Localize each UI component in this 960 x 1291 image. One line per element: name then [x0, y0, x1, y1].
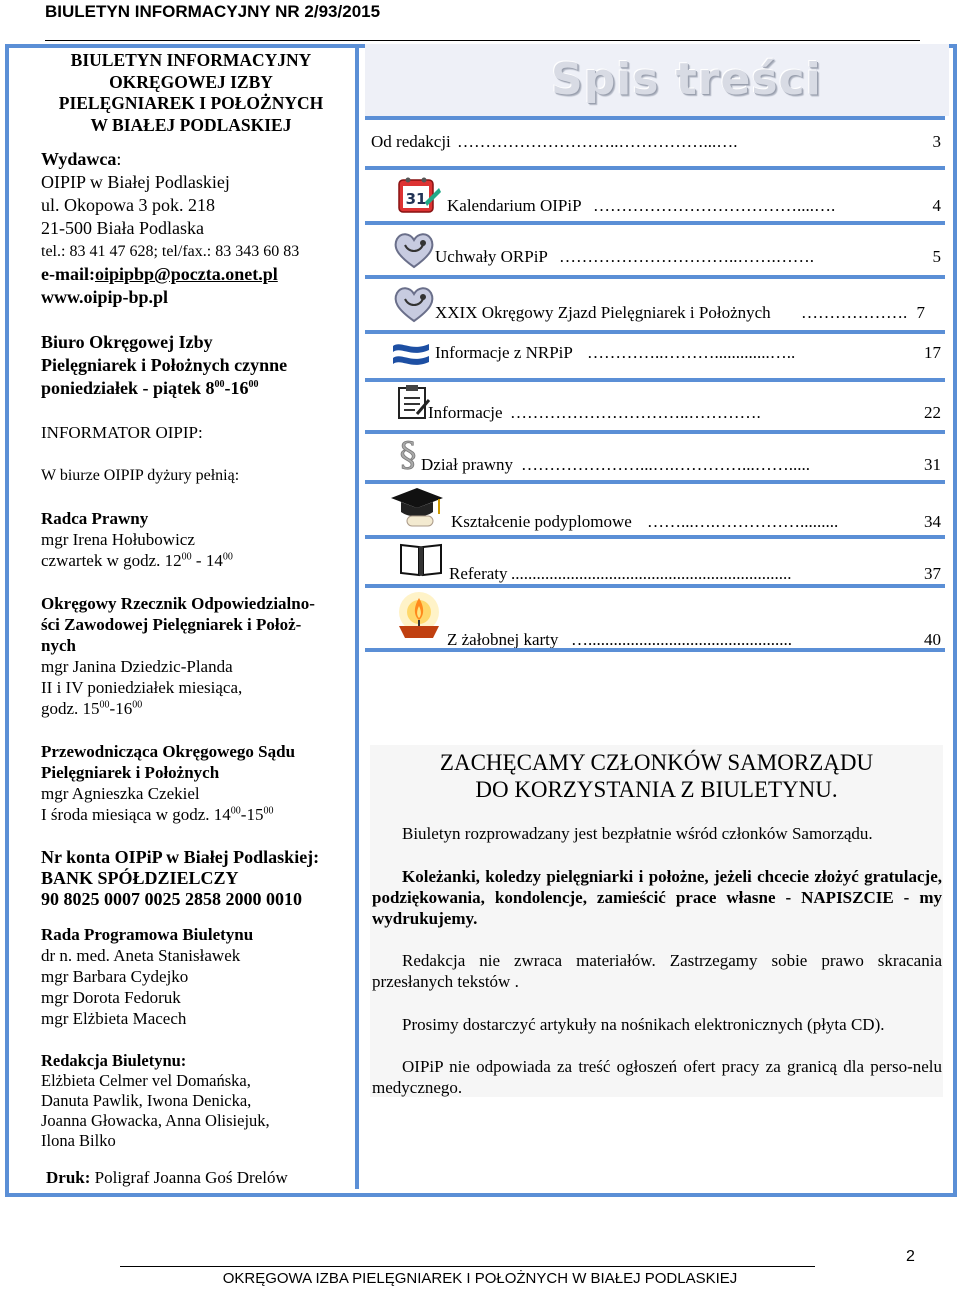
toc-page-number: 34 — [924, 512, 941, 531]
notice-box — [370, 745, 943, 1097]
lawyer-name: mgr Irena Hołubowicz — [41, 530, 195, 549]
sup: 00 — [230, 805, 241, 817]
informator-heading: INFORMATOR OIPIP: — [41, 423, 203, 442]
toc-page-number: 31 — [924, 455, 941, 474]
office-line: Pielęgniarek i Położnych czynne — [41, 355, 288, 375]
publisher-label: Wydawca — [41, 149, 117, 169]
toc-dots: …................................................ — [571, 630, 792, 649]
toc-item-label: Od redakcji — [371, 132, 451, 151]
editor-line: Danuta Pawlik, Iwona Denicka, — [41, 1091, 252, 1110]
print-info — [46, 1168, 288, 1188]
toc-page-number: 3 — [932, 132, 941, 151]
toc-dots: …………..……….............….. — [587, 343, 796, 362]
council-member: dr n. med. Aneta Stanisławek — [41, 946, 241, 965]
page-number: 2 — [906, 1248, 915, 1265]
notice-headline — [370, 749, 943, 803]
editors-block — [41, 1051, 341, 1151]
ombudsman-block — [41, 593, 341, 719]
toc-item-uchwaly[interactable] — [365, 225, 945, 275]
account-block — [41, 847, 341, 910]
lawyer-title: Radca Prawny — [41, 509, 149, 528]
editors-title: Redakcja Biuletynu: — [41, 1051, 187, 1070]
notice-headline-line: DO KORZYSTANIA Z BIULETYNU. — [475, 777, 838, 802]
candle-icon — [391, 590, 445, 644]
toc-item-label: Z żałobnej karty — [447, 630, 559, 649]
toc-item-zjazd[interactable] — [365, 279, 945, 330]
office-hours-text: -16 — [224, 378, 249, 398]
open-book-icon — [397, 541, 445, 579]
toc-item-ksztalcenie[interactable] — [365, 484, 945, 535]
ombudsman-title: nych — [41, 636, 76, 655]
toc-item-label: XXIX Okręgowy Zjazd Pielęgniarek i Położnych — [435, 303, 771, 322]
left-column — [5, 44, 359, 1189]
toc-page-number: 7 — [916, 303, 925, 322]
org-title-line: OKRĘGOWEJ IZBY — [109, 71, 273, 92]
nrpip-logo-icon — [391, 336, 431, 372]
toc-dots: ………………. — [801, 303, 908, 322]
publisher: Wydawca: OIPIP w Białej Podlaskiej ul. Okopowa 3 pok. 218 21-500 Biała Podlaska tel.: 83 41 47 628; tel/fax.: 83 343 60 83 e-mail:oipipbp@poczta.onet.pl www.oipip-bp.pl — [41, 148, 341, 309]
ombudsman-name: mgr Janina Dziedzic-Planda — [41, 657, 233, 676]
ombudsman-hours: -16 — [109, 699, 133, 718]
council-member: mgr Barbara Cydejko — [41, 967, 189, 986]
sup: 00 — [181, 551, 192, 563]
toc-item-kalendarium[interactable] — [365, 170, 945, 221]
account-number: 90 8025 0007 0025 2858 2000 0010 — [41, 889, 302, 909]
publisher-line: OIPIP w Białej Podlaskiej — [41, 172, 230, 192]
org-title-line: W BIAŁEJ PODLASKIEJ — [90, 114, 292, 135]
toc-item-label: Kalendarium OIPiP — [447, 196, 582, 215]
notice-paragraph: Prosimy dostarczyć artykuły na nośnikach elektronicznych (płyta CD). — [402, 1015, 885, 1034]
notice-paragraph: Koleżanki, koledzy pielęgniarki i położne, jeżeli chcecie złożyć gratulacje, podziękowania, kondolencje, zamieścić prace własne - NAPISZCIE - my wydrukujemy. — [372, 867, 942, 928]
toc-item-label: Dział prawny — [421, 455, 514, 474]
graduation-cap-icon — [389, 486, 445, 530]
phone: tel.: 83 41 47 628; tel/fax.: 83 343 60 83 — [41, 243, 300, 260]
sup: 00 — [222, 551, 233, 563]
office-line: Biuro Okręgowej Izby — [41, 332, 213, 352]
toc-item-od-redakcji[interactable] — [365, 120, 945, 166]
toc-item-dzial-prawny[interactable] — [365, 434, 945, 480]
toc-page-number: 22 — [924, 403, 941, 422]
left-column-content — [41, 50, 341, 1151]
email-link[interactable]: oipipbp@poczta.onet.pl — [94, 264, 278, 284]
toc-page-number: 37 — [924, 564, 941, 583]
sup: 00 — [132, 699, 143, 711]
toc-item-z-zalobnej-karty[interactable] — [365, 588, 945, 648]
calendar-icon — [395, 172, 441, 218]
clipboard-icon — [395, 384, 431, 422]
toc-dots: …………………...….…………...……..... — [521, 455, 810, 474]
office-hours — [41, 331, 341, 400]
toc-item-label: Informacje — [428, 403, 503, 422]
toc-dots: ……...….……………......... — [647, 512, 839, 531]
footer-text: OKRĘGOWA IZBA PIELĘGNIAREK I POŁOŻNYCH W BIAŁEJ PODLASKIEJ — [222, 1270, 738, 1287]
toc-item-label: Informacje z NRPiP — [435, 343, 573, 362]
footer-rule — [120, 1266, 815, 1267]
print-label: Druk: — [46, 1168, 91, 1187]
notice-paragraph: Biuletyn rozprowadzany jest bezpłatnie wśród członków Samorządu. — [402, 824, 873, 843]
notice-paragraph: Redakcja nie zwraca materiałów. Zastrzegamy sobie prawo skracania przesłanych tekstów . — [372, 951, 942, 991]
website-link[interactable]: www.oipip-bp.pl — [41, 287, 169, 307]
toc-page-number: 17 — [924, 343, 941, 362]
email-label: e-mail: — [41, 264, 95, 284]
toc-item-label: Kształcenie podyplomowe — [451, 512, 632, 531]
lawyer-hours: - 14 — [191, 551, 223, 570]
council-member: mgr Elżbieta Macech — [41, 1009, 187, 1028]
editor-line: Joanna Głowacka, Anna Olisiejuk, — [41, 1111, 270, 1130]
court-block — [41, 741, 341, 825]
council-title: Rada Programowa Biuletynu — [41, 925, 254, 944]
notice-headline-line: ZACHĘCAMY CZŁONKÓW SAMORZĄDU — [439, 750, 874, 775]
toc-title: Spis treści — [551, 54, 822, 105]
toc-page-number: 5 — [932, 247, 941, 266]
header-rule — [45, 40, 920, 41]
office-hours-text: poniedziałek - piątek 8 — [41, 378, 215, 398]
toc-item-nrpip[interactable] — [365, 334, 945, 378]
toc-dots: …………………………..…………. — [510, 403, 761, 422]
court-title: Pielęgniarek i Położnych — [41, 763, 220, 782]
toc-item-informacje[interactable] — [365, 382, 945, 430]
header-title: BIULETYN INFORMACYJNY NR 2/93/2015 — [45, 2, 381, 21]
toc-item-label: Referaty — [449, 564, 508, 583]
bank-name: BANK SPÓŁDZIELCZY — [41, 868, 239, 888]
court-hours: -15 — [240, 805, 264, 824]
notice-paragraph: OIPiP nie odpowiada za treść ogłoszeń ofert pracy za granicą dla perso-nelu medycznego. — [372, 1057, 942, 1097]
svg-text:31: 31 — [405, 190, 427, 208]
svg-text:§: § — [399, 435, 417, 474]
ombudsman-hours: godz. 15 — [41, 699, 100, 718]
toc-divider — [365, 648, 945, 652]
sup: 00 — [99, 699, 110, 711]
publisher-line: ul. Okopowa 3 pok. 218 — [41, 195, 215, 215]
heart-stethoscope-icon — [391, 227, 437, 273]
toc-dots: .................................................................. — [511, 564, 792, 583]
toc-dots: ………………………..……………...…. — [457, 132, 738, 151]
toc-page-number: 40 — [924, 630, 941, 649]
toc-header — [365, 44, 949, 116]
paragraph-icon — [391, 434, 425, 474]
lawyer-block — [41, 508, 341, 571]
heart-stethoscope-icon — [391, 281, 437, 327]
toc-item-referaty[interactable] — [365, 539, 945, 584]
org-title-line: BIULETYN INFORMACYJNY — [70, 50, 312, 70]
toc-page-number: 4 — [932, 196, 941, 215]
org-title — [41, 50, 341, 136]
sup: 00 — [248, 379, 259, 390]
toc-dots: …………………………..…….……. — [559, 247, 814, 266]
print-value: Poligraf Joanna Goś Drelów — [90, 1168, 288, 1187]
ombudsman-title: Okręgowy Rzecznik Odpowiedzialno- — [41, 594, 315, 613]
org-title-line: PIELĘGNIAREK I POŁOŻNYCH — [58, 93, 324, 113]
council-block — [41, 924, 341, 1029]
council-member: mgr Dorota Fedoruk — [41, 988, 181, 1007]
publisher-line: 21-500 Biała Podlaska — [41, 218, 204, 238]
sup: 00 — [263, 805, 274, 817]
lawyer-hours: czwartek w godz. 12 — [41, 551, 182, 570]
editor-line: Ilona Bilko — [41, 1131, 116, 1150]
toc-dots: ………………………………....…. — [593, 196, 836, 215]
duty-text: W biurze OIPIP dyżury pełnią: — [41, 467, 240, 484]
sup: 00 — [214, 379, 225, 390]
editor-line: Elżbieta Celmer vel Domańska, — [41, 1071, 251, 1090]
toc-item-label: Uchwały ORPiP — [435, 247, 548, 266]
ombudsman-title: ści Zawodowej Pielęgniarek i Położ- — [41, 615, 302, 634]
court-title: Przewodnicząca Okręgowego Sądu — [41, 742, 296, 761]
court-hours: I środa miesiąca w godz. 14 — [41, 805, 231, 824]
court-name: mgr Agnieszka Czekiel — [41, 784, 200, 803]
ombudsman-when: II i IV poniedziałek miesiąca, — [41, 678, 243, 697]
account-title: Nr konta OIPiP w Białej Podlaskiej: — [41, 847, 320, 867]
